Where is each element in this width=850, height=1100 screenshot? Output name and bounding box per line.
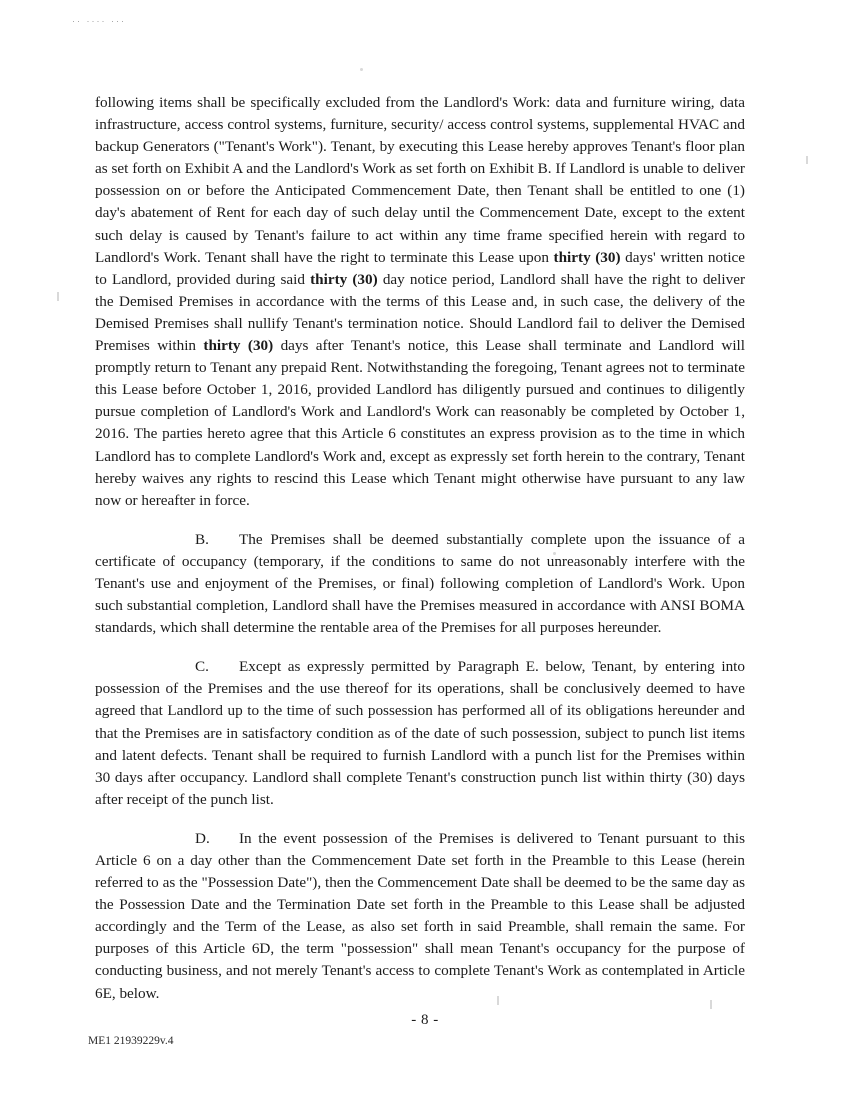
paragraph-b-text: The Premises shall be deemed substantially complete upon the issuance of a certificate of occupancy (temporary, if the conditions to same do not unreasonably interfere with the Tenant's use and enjoyment of the Premises, or final) following completion of Landlord's Work. Upon such substantial completion, Landlord shall have the Premises measured in accordance with ANSI BOMA standards, which shall determine the rentable area of the Premises for all purposes hereunder. [95,530,745,637]
bold-thirty-2: thirty (30) [310,270,378,288]
scan-speck [360,68,363,71]
scan-artifact-marks: ·· ···· ··· [72,16,126,26]
document-body [95,92,745,1005]
paragraph-b-label: B. [195,530,209,548]
scan-speck [806,156,808,164]
scan-speck [57,292,59,301]
paragraph-c-label: C. [195,658,209,676]
scan-edge-left [0,0,16,1100]
paragraph-a-text-2: days' written notice to Landlord, provided during said [95,248,746,288]
bold-thirty-1: thirty (30) [553,248,621,266]
paragraph-c [95,656,745,811]
scan-edge-top [0,0,850,14]
page-number: - 8 - [411,1012,439,1028]
paragraph-a-text-4: days after Tenant's notice, this Lease shall terminate and Landlord will promptly return to Tenant any prepaid Rent. Notwithstanding the foregoing, Tenant agrees not to terminate this Lease before October 1, 2016, provided Landlord has diligently pursued and continues to diligently pursue completion of Landlord's Work and Landlord's Work can reasonably be completed by October 1, 2016. The parties hereto agree that this Article 6 constitutes an express provision as to the time in which Landlord has to complete Landlord's Work and, except as expressly set forth herein to the contrary, Tenant hereby waives any rights to rescind this Lease which Tenant might otherwise have pursuant to any law now or hereafter in force. [95,337,745,509]
bold-thirty-3: thirty (30) [203,337,274,355]
paragraph-c-text: Except as expressly permitted by Paragraph E. below, Tenant, by entering into possession of the Premises and the use thereof for its operations, shall be conclusively deemed to have agreed that Landlord up to the time of such possession has performed all of its obligations hereunder and that the Premises are in satisfactory condition as of the date of such possession, subject to punch list items and latent defects. Tenant shall be required to furnish Landlord with a punch list for the Premises within 30 days after occupancy. Landlord shall complete Tenant's construction punch list within thirty (30) days after receipt of the punch list. [95,658,745,808]
document-reference-code: ME1 21939229v.4 [88,1035,174,1047]
paragraph-b [95,529,745,639]
paragraph-a-text: following items shall be specifically excluded from the Landlord's Work: data and furniture wiring, data infrastructure, access control systems, furniture, security/ access control systems, supplemental HVAC and backup Generators ("Tenant's Work"). Tenant, by executing this Lease hereby approves Tenant's floor plan as set forth on Exhibit A and the Landlord's Work as set forth on Exhibit B. If Landlord is unable to deliver possession on or before the Anticipated Commencement Date, then Tenant shall be entitled to one (1) day's abatement of Rent for each day of such delay until the Commencement Date, except to the extent such delay is caused by Tenant's failure to act within any time frame specified herein with regard to Landlord's Work. Tenant shall have the right to terminate this Lease upon [95,94,745,266]
paragraph-a-continued [95,92,745,512]
paragraph-d-label: D. [195,829,210,847]
paragraph-d [95,828,745,1005]
paragraph-a-text-3: day notice period, Landlord shall have the right to deliver the Demised Premises in accordance with the terms of this Lease and, in such case, the delivery of the Demised Premises shall nullify Tenant's termination notice. Should Landlord fail to deliver the Demised Premises within [95,270,746,355]
paragraph-d-text: In the event possession of the Premises is delivered to Tenant pursuant to this Article 6 on a day other than the Commencement Date set forth in the Preamble to this Lease (herein referred to as the "Possession Date"), then the Commencement Date shall be deemed to be the same day as the Possession Date and the Termination Date set forth in the Preamble to this Lease shall be adjusted accordingly and the Term of the Lease, as also set forth in said Preamble, shall remain the same. For purposes of this Article 6D, the term "possession" shall mean Tenant's occupancy for the purpose of conducting business, and not merely Tenant's access to complete Tenant's Work as contemplated in Article 6E, below. [95,829,745,1002]
